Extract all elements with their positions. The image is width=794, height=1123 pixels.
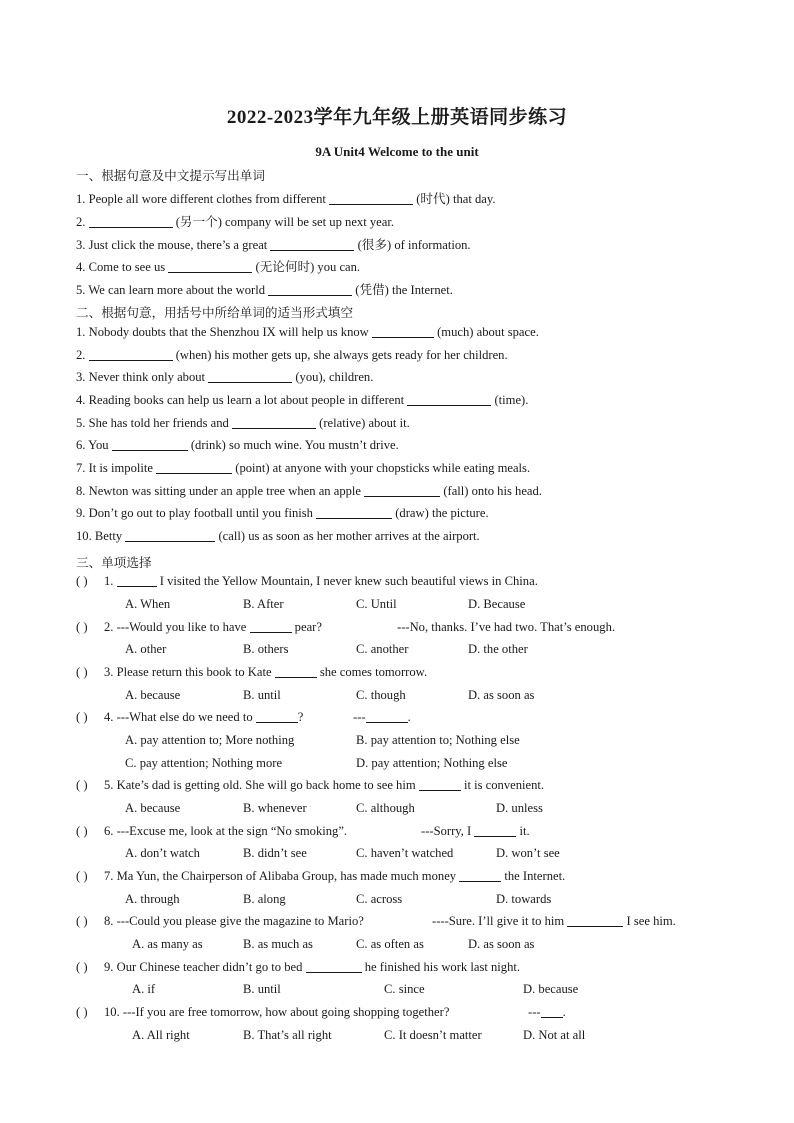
- option-d[interactable]: D. Because: [468, 597, 526, 611]
- option-a[interactable]: A. All right: [132, 1028, 190, 1042]
- option-d[interactable]: D. Not at all: [523, 1028, 586, 1042]
- option-c[interactable]: C. pay attention; Nothing more: [125, 756, 283, 770]
- answer-paren[interactable]: ( ): [76, 574, 88, 588]
- answer-blank[interactable]: [156, 461, 232, 474]
- answer-blank[interactable]: [541, 1005, 563, 1018]
- option-d[interactable]: D. as soon as: [468, 688, 535, 702]
- sec2-item-6: 6. You (drink) so much wine. You mustn’t drive.: [76, 438, 399, 452]
- answer-paren[interactable]: ( ): [76, 620, 88, 634]
- option-c[interactable]: C. It doesn’t matter: [384, 1028, 482, 1042]
- answer-blank[interactable]: [125, 529, 215, 542]
- answer-paren[interactable]: ( ): [76, 824, 88, 838]
- sec1-item-4: 4. Come to see us (无论何时) you can.: [76, 260, 361, 274]
- section-2-heading: 二、根据句意，用括号中所给单词的适当形式填空: [76, 306, 354, 320]
- answer-paren[interactable]: ( ): [76, 914, 88, 928]
- sec2-item-7: 7. It is impolite (point) at anyone with your chopsticks while eating meals.: [76, 461, 531, 475]
- question-5: 5. Kate’s dad is getting old. She will go back home to see him it is convenient.: [104, 778, 545, 792]
- sec2-item-5: 5. She has told her friends and (relative) about it.: [76, 416, 410, 430]
- option-c[interactable]: C. another: [356, 642, 409, 656]
- sec1-item-5: 5. We can learn more about the world (凭借) the Internet.: [76, 283, 453, 297]
- answer-blank[interactable]: [372, 325, 434, 338]
- sec2-item-1: 1. Nobody doubts that the Shenzhou IX will help us know (much) about space.: [76, 325, 539, 339]
- option-a[interactable]: A. other: [125, 642, 167, 656]
- option-b[interactable]: B. pay attention to; Nothing else: [356, 733, 520, 747]
- question-6: 6. ---Excuse me, look at the sign “No smoking”.: [104, 824, 348, 838]
- sec2-item-3: 3. Never think only about (you), children.: [76, 370, 374, 384]
- question-10-reply: --- .: [528, 1005, 566, 1019]
- question-7: 7. Ma Yun, the Chairperson of Alibaba Group, has made much money the Internet.: [104, 869, 566, 883]
- option-d[interactable]: D. as soon as: [468, 937, 535, 951]
- option-c[interactable]: C. across: [356, 892, 403, 906]
- option-a[interactable]: A. through: [125, 892, 180, 906]
- answer-blank[interactable]: [459, 869, 501, 882]
- answer-blank[interactable]: [89, 348, 173, 361]
- question-3: 3. Please return this book to Kate she comes tomorrow.: [104, 665, 428, 679]
- option-a[interactable]: A. as many as: [132, 937, 203, 951]
- option-b[interactable]: B. as much as: [243, 937, 313, 951]
- answer-paren[interactable]: ( ): [76, 869, 88, 883]
- option-b[interactable]: B. That’s all right: [243, 1028, 332, 1042]
- question-8: 8. ---Could you please give the magazine to Mario?: [104, 914, 364, 928]
- question-10: 10. ---If you are free tomorrow, how about going shopping together?: [104, 1005, 450, 1019]
- answer-blank[interactable]: [316, 506, 392, 519]
- option-a[interactable]: A. pay attention to; More nothing: [125, 733, 295, 747]
- sec1-item-2: 2. (另一个) company will be set up next year.: [76, 215, 394, 229]
- question-2: 2. ---Would you like to have pear?: [104, 620, 322, 634]
- answer-blank[interactable]: [419, 778, 461, 791]
- option-b[interactable]: B. After: [243, 597, 284, 611]
- question-4-reply: --- .: [353, 710, 411, 724]
- page-subtitle: 9A Unit4 Welcome to the unit: [315, 144, 479, 159]
- question-8-reply: ----Sure. I’ll give it to him I see him.: [432, 914, 676, 928]
- option-b[interactable]: B. whenever: [243, 801, 307, 815]
- option-d[interactable]: D. because: [523, 982, 579, 996]
- sec2-item-8: 8. Newton was sitting under an apple tree when an apple (fall) onto his head.: [76, 484, 542, 498]
- answer-blank[interactable]: [250, 620, 292, 633]
- option-c[interactable]: C. though: [356, 688, 406, 702]
- answer-blank[interactable]: [474, 824, 516, 837]
- answer-blank[interactable]: [168, 260, 252, 273]
- answer-paren[interactable]: ( ): [76, 710, 88, 724]
- option-d[interactable]: D. won’t see: [496, 846, 560, 860]
- option-a[interactable]: A. don’t watch: [125, 846, 200, 860]
- answer-blank[interactable]: [366, 710, 408, 723]
- option-b[interactable]: B. others: [243, 642, 289, 656]
- question-2-reply: ---No, thanks. I’ve had two. That’s enough.: [397, 620, 616, 634]
- question-9: 9. Our Chinese teacher didn’t go to bed he finished his work last night.: [104, 960, 521, 974]
- section-1-heading: 一、根据句意及中文提示写出单词: [76, 169, 265, 183]
- sec2-item-9: 9. Don’t go out to play football until you finish (draw) the picture.: [76, 506, 489, 520]
- answer-blank[interactable]: [567, 914, 623, 927]
- option-a[interactable]: A. because: [125, 801, 181, 815]
- answer-blank[interactable]: [256, 710, 298, 723]
- option-a[interactable]: A. When: [125, 597, 171, 611]
- question-6-reply: ---Sorry, I it.: [421, 824, 530, 838]
- answer-blank[interactable]: [268, 283, 352, 296]
- answer-blank[interactable]: [89, 215, 173, 228]
- sec2-item-2: 2. (when) his mother gets up, she always gets ready for her children.: [76, 348, 508, 362]
- answer-paren[interactable]: ( ): [76, 1005, 88, 1019]
- answer-blank[interactable]: [112, 438, 188, 451]
- page-title: 2022-2023学年九年级上册英语同步练习: [226, 107, 568, 128]
- option-c[interactable]: C. since: [384, 982, 425, 996]
- answer-paren[interactable]: ( ): [76, 960, 88, 974]
- question-1: 1. I visited the Yellow Mountain, I never knew such beautiful views in China.: [104, 574, 538, 588]
- sec1-item-3: 3. Just click the mouse, there’s a great (很多) of information.: [76, 238, 471, 252]
- option-d[interactable]: D. the other: [468, 642, 528, 656]
- option-b[interactable]: B. didn’t see: [243, 846, 307, 860]
- option-b[interactable]: B. until: [243, 982, 281, 996]
- option-c[interactable]: C. although: [356, 801, 415, 815]
- section-3-heading: 三、单项选择: [76, 556, 152, 570]
- sec2-item-4: 4. Reading books can help us learn a lot about people in different (time).: [76, 393, 529, 407]
- answer-paren[interactable]: ( ): [76, 665, 88, 679]
- answer-paren[interactable]: ( ): [76, 778, 88, 792]
- answer-blank[interactable]: [270, 238, 354, 251]
- sec2-item-10: 10. Betty (call) us as soon as her mother arrives at the airport.: [76, 529, 480, 543]
- answer-blank[interactable]: [232, 416, 316, 429]
- option-a[interactable]: A. because: [125, 688, 181, 702]
- answer-blank[interactable]: [407, 393, 491, 406]
- answer-blank[interactable]: [208, 370, 292, 383]
- option-d[interactable]: D. pay attention; Nothing else: [356, 756, 508, 770]
- option-c[interactable]: C. as often as: [356, 937, 424, 951]
- option-a[interactable]: A. if: [132, 982, 156, 996]
- answer-blank[interactable]: [275, 665, 317, 678]
- question-4: 4. ---What else do we need to ?: [104, 710, 304, 724]
- option-d[interactable]: D. unless: [496, 801, 543, 815]
- option-d[interactable]: D. towards: [496, 892, 552, 906]
- option-b[interactable]: B. until: [243, 688, 281, 702]
- answer-blank[interactable]: [364, 484, 440, 497]
- option-b[interactable]: B. along: [243, 892, 286, 906]
- option-c[interactable]: C. Until: [356, 597, 397, 611]
- answer-blank[interactable]: [306, 960, 362, 973]
- sec1-item-1: 1. People all wore different clothes from different (时代) that day.: [76, 192, 496, 206]
- option-c[interactable]: C. haven’t watched: [356, 846, 454, 860]
- answer-blank[interactable]: [329, 192, 413, 205]
- answer-blank[interactable]: [117, 574, 157, 587]
